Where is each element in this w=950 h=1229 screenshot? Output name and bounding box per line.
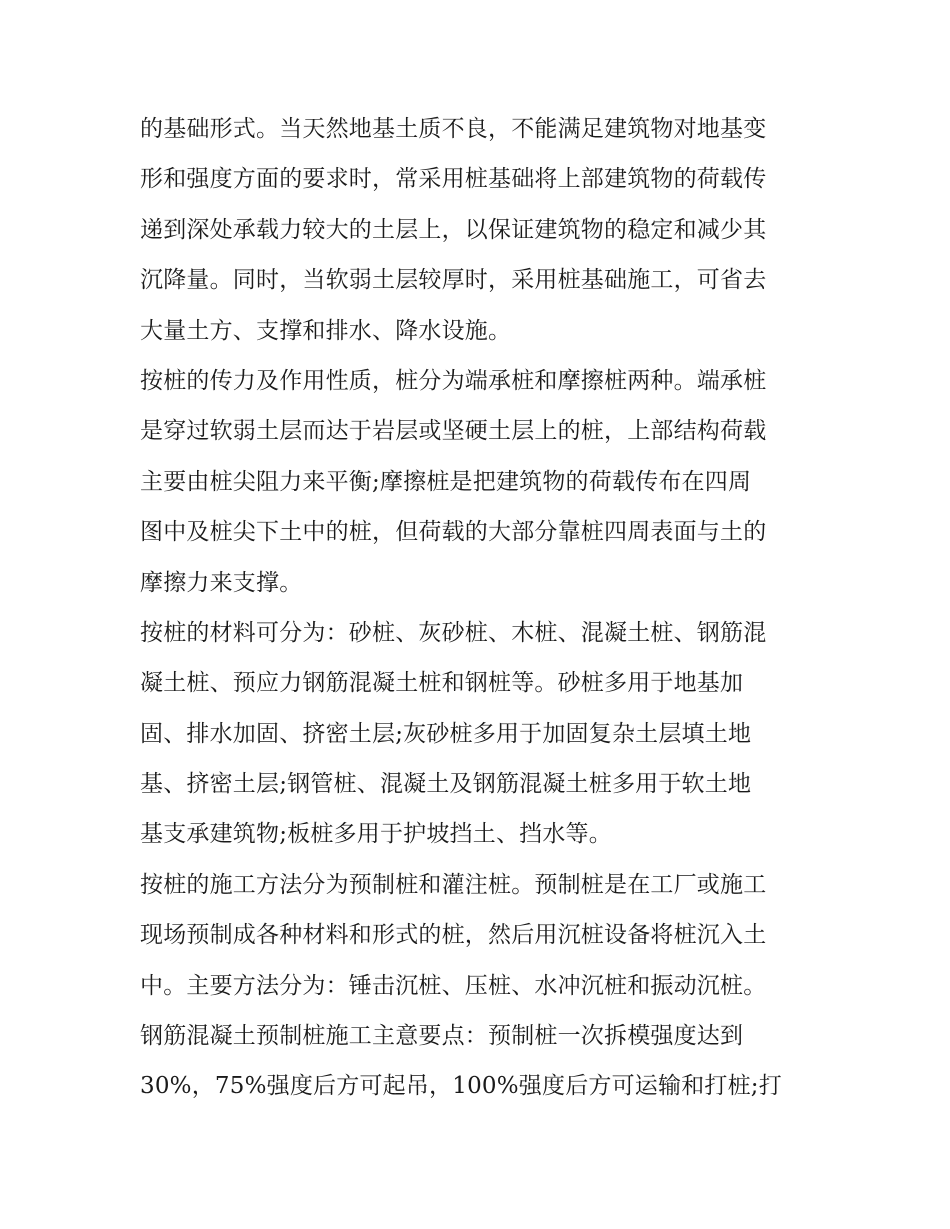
body-text (140, 104, 830, 1112)
text-line: 的基础形式。当天然地基土质不良，不能满足建筑物对地基变 (140, 116, 767, 142)
text-line: 30%，75%强度后方可起吊，100%强度后方可运输和打桩;打 (140, 1073, 782, 1100)
text-line: 基支承建筑物;板桩多用于护坡挡土、挡水等。 (140, 821, 612, 848)
text-line: 基、挤密土层;钢管桩、混凝土及钢筋混凝土桩多用于软土地 (140, 771, 752, 798)
text-line: 中。主要方法分为：锤击沉桩、压桩、水冲沉桩和振动沉桩。 (140, 972, 767, 999)
text-line: 固、排水加固、挤密土层;灰砂桩多用于加固复杂土层填土地 (140, 720, 752, 747)
text-line: 图中及桩尖下土中的桩，但荷载的大部分靠桩四周表面与土的 (140, 519, 767, 546)
text-line: 凝土桩、预应力钢筋混凝土桩和钢桩等。砂桩多用于地基加 (140, 670, 744, 697)
text-line: 按桩的施工方法分为预制桩和灌注桩。预制桩是在工厂或施工 (140, 871, 767, 898)
text-line: 沉降量。同时，当软弱土层较厚时，采用桩基础施工，可省去 (140, 267, 767, 294)
text-line: 现场预制成各种材料和形式的桩，然后用沉桩设备将桩沉入土 (140, 922, 767, 949)
text-line: 按桩的材料可分为：砂桩、灰砂桩、木桩、混凝土桩、钢筋混 (140, 619, 767, 646)
text-line: 是穿过软弱土层而达于岩层或坚硬土层上的桩，上部结构荷载 (140, 418, 767, 445)
text-line: 按桩的传力及作用性质，桩分为端承桩和摩擦桩两种。端承桩 (140, 367, 767, 394)
text-line: 摩擦力来支撑。 (140, 569, 303, 596)
text-line: 主要由桩尖阻力来平衡;摩擦桩是把建筑物的荷载传布在四周 (140, 468, 752, 495)
text-line: 钢筋混凝土预制桩施工主意要点：预制桩一次拆模强度达到 (140, 1023, 744, 1050)
text-line: 递到深处承载力较大的土层上，以保证建筑物的稳定和减少其 (140, 216, 767, 243)
text-line: 大量土方、支撑和排水、降水设施。 (140, 317, 512, 344)
text-line: 形和强度方面的要求时，常采用桩基础将上部建筑物的荷载传 (140, 166, 767, 193)
